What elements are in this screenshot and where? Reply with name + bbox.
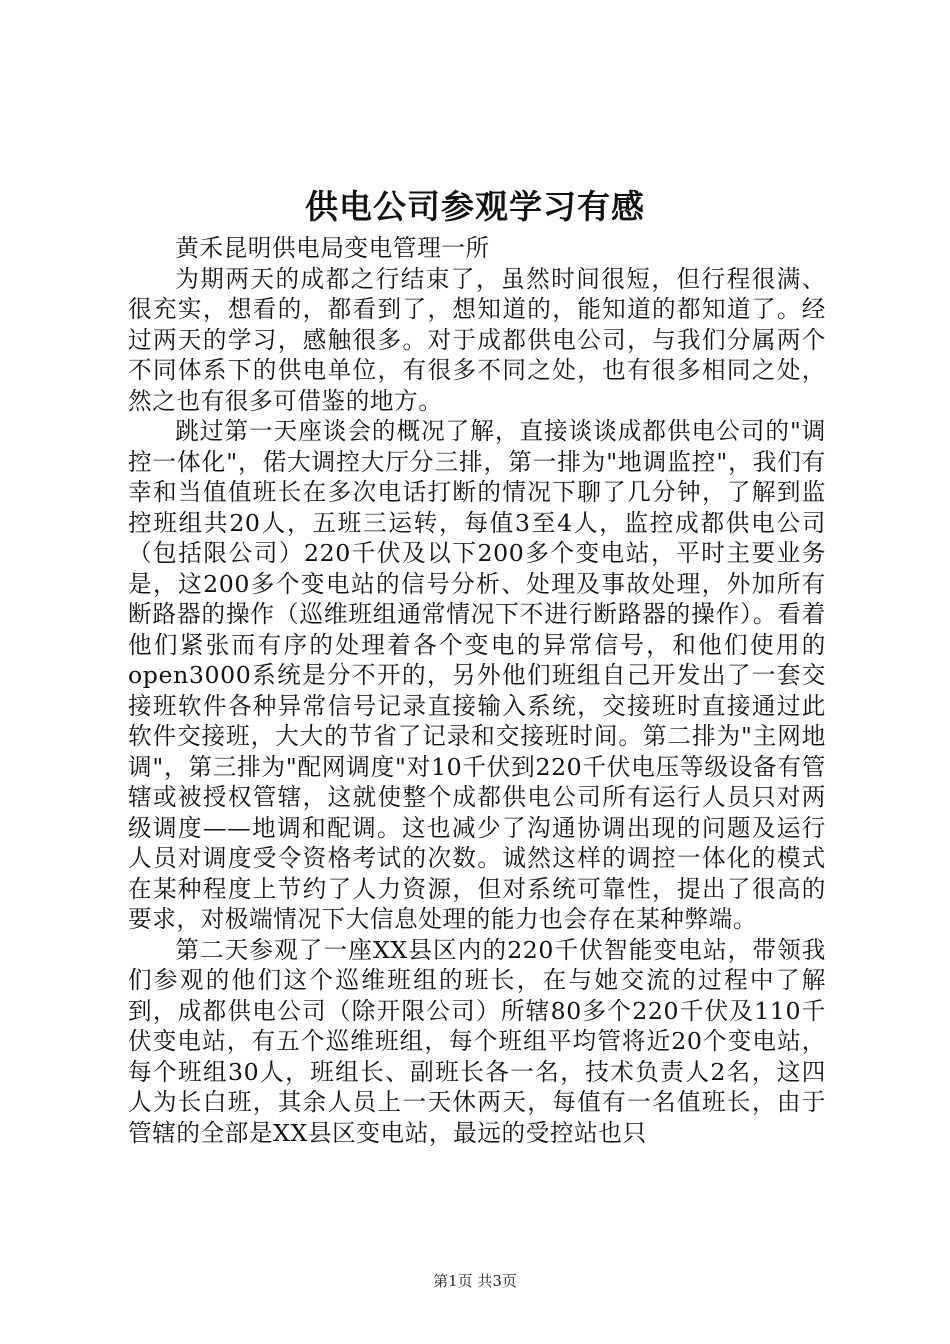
author-line: 黄禾昆明供电局变电管理一所 — [175, 234, 490, 262]
paragraph-2: 跳过第一天座谈会的概况了解，直接谈谈成都供电公司的"调控一体化"，偌大调控大厅分三排，第一排为"地调监控"，我们有幸和当值值班长在多次电话打断的情况下聊了几分钟，了解到监控班组共20人，五班三运转，每值3至4人，监控成都供电公司（包括限公司）220千伏及以下200多个变电站，平时主要业务是，这200多个变电站的信号分析、处理及事故处理，外加所有断路器的操作（巡维班组通常情况下不进行断路器的操作）。看着他们紧张而有序的处理着各个变电的异常信号，和他们使用的open3000系统是分不开的，另外他们班组自己开发出了一套交接班软件各种异常信号记录直接输入系统，交接班时直接通过此软件交接班，大大的节省了记录和交接班时间。第二排为"主网地调"，第三排为"配网调度"对10千伏到220千伏电压等级设备有管辖或被授权管辖，这就使整个成都供电公司所有运行人员只对两级调度——地调和配调。这也减少了沟通协调出现的问题及运行人员对调度受令资格考试的次数。诚然这样的调控一体化的模式在某种程度上节约了人力资源，但对系统可靠性，提出了很高的要求，对极端情况下大信息处理的能力也会存在某种弊端。 — [128, 417, 826, 933]
document-title: 供电公司参观学习有感 — [305, 187, 645, 226]
page-number-footer: 第1页 共3页 — [433, 1272, 517, 1290]
document-body — [128, 233, 826, 1148]
paragraph-1: 为期两天的成都之行结束了，虽然时间很短，但行程很满、很充实，想看的，都看到了，想知道的，能知道的都知道了。经过两天的学习，感触很多。对于成都供电公司，与我们分属两个不同体系下的供电单位，有很多不同之处，也有很多相同之处，然之也有很多可借鉴的地方。 — [128, 264, 826, 415]
paragraph-3: 第二天参观了一座XX县区内的220千伏智能变电站，带领我们参观的他们这个巡维班组的班长，在与她交流的过程中了解到，成都供电公司（除开限公司）所辖80多个220千伏及110千伏变电站，有五个巡维班组，每个班组平均管将近20个变电站，每个班组30人，班组长、副班长各一名，技术负责人2名，这四人为长白班，其余人员上一天休两天，每值有一名值班长，由于管辖的全部是XX县区变电站，最远的受控站也只 — [128, 935, 826, 1147]
